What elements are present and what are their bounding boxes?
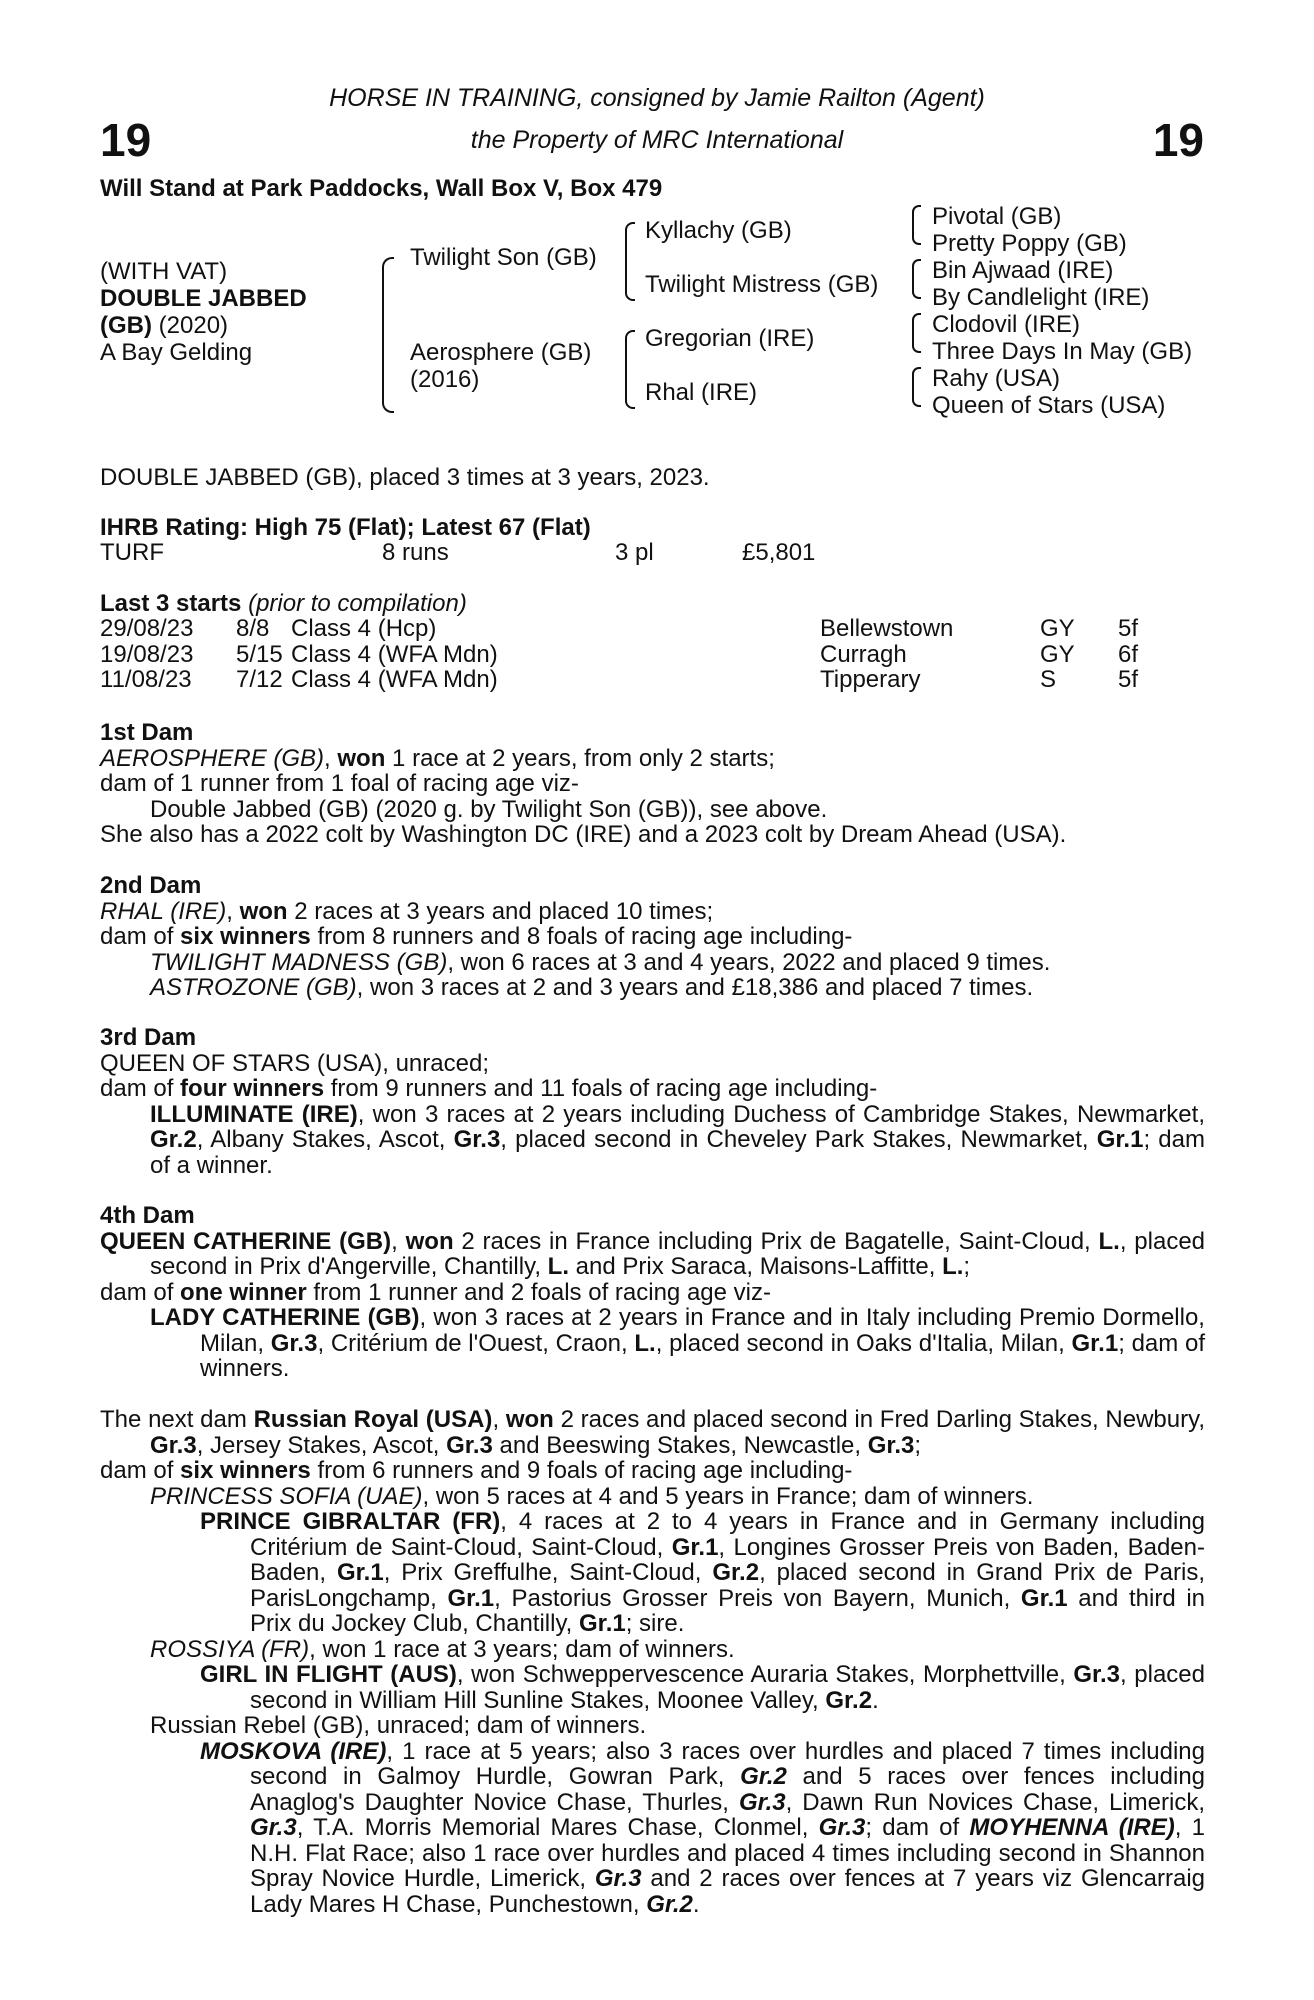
dd-sire: Rahy (USA)	[932, 365, 1061, 392]
last3-heading	[100, 591, 467, 617]
dam3-section	[100, 1025, 1205, 1178]
dam4-L3: L.	[942, 1253, 964, 1280]
race-summary: DOUBLE JABBED (GB), placed 3 times at 3 years, 2023.	[100, 464, 710, 491]
pg-g4: Gr.1	[447, 1584, 495, 1612]
next-e: from 6 runners and 9 foals of racing age including-	[310, 1457, 853, 1484]
dam4-L4: L.	[634, 1329, 656, 1357]
dam4-gr1: Gr.1	[1071, 1329, 1119, 1357]
dam4-L2: L.	[547, 1253, 569, 1280]
dam4-d: ;	[963, 1253, 971, 1280]
last3-title: Last 3 starts	[100, 590, 242, 617]
mos-g3: Gr.3	[250, 1814, 297, 1841]
start-distance: 5f	[1118, 615, 1139, 642]
dam4-b: , placed second in Prix d'Angerville, Chantilly,	[150, 1227, 1206, 1280]
pg-b: , Longines Grosser Preis von Baden, Baden-Baden,	[250, 1533, 1205, 1586]
pedigree-brace-sire	[625, 222, 635, 301]
dam3-winners: four winners	[180, 1075, 325, 1102]
next-rebel: Russian Rebel (GB), unraced; dam of winners.	[150, 1712, 647, 1739]
ds-sire: Clodovil (IRE)	[932, 311, 1081, 338]
next-dam-section	[100, 1407, 1205, 1917]
mos-c: , Dawn Run Novices Chase, Limerick,	[785, 1788, 1205, 1816]
vat-note: (WITH VAT)	[100, 258, 228, 285]
dam4-won: won	[405, 1227, 454, 1255]
rating-title: IHRB Rating: High 75 (Flat); Latest 67 (Flat)	[100, 514, 591, 541]
horse-name: DOUBLE JABBED	[100, 285, 307, 312]
next-prince-gibraltar	[100, 1509, 1205, 1637]
dam2-damof: dam of	[100, 923, 181, 950]
next-d: ;	[914, 1431, 922, 1459]
mos-d: , T.A. Morris Memorial Mares Chase, Clonmel,	[296, 1814, 819, 1841]
property-line: the Property of MRC International	[470, 126, 844, 154]
dam1-line4: She also has a 2022 colt by Washington DC (IRE) and a 2023 colt by Dream Ahead (USA).	[100, 821, 1067, 848]
dam2-p2-text: , won 3 races at 2 and 3 years and £18,386 and placed 7 times.	[356, 974, 1034, 1001]
gif-g1: Gr.3	[1073, 1661, 1121, 1688]
next-won: won	[505, 1406, 554, 1433]
dam3-p1-c: , placed second in Cheveley Park Stakes, Newmarket,	[500, 1126, 1097, 1153]
pg-e: , Pastorius Grosser Preis von Bayern, Munich,	[494, 1584, 1021, 1612]
dam1-text1: 1 race at 2 years, from only 2 starts;	[385, 744, 775, 772]
start-date: 11/08/23	[100, 666, 192, 693]
pg-g3: Gr.2	[712, 1559, 760, 1586]
dam4-p1-b: , Critérium de l'Ouest, Craon,	[317, 1329, 635, 1357]
next-g1: Gr.3	[150, 1431, 197, 1459]
dam2-won: won	[239, 897, 288, 925]
dam3-p1-b: , Albany Stakes, Ascot,	[196, 1126, 454, 1153]
stand-location: Will Stand at Park Paddocks, Wall Box V, Box 479	[100, 175, 663, 202]
pg-d: , placed second in Grand Prix de Paris, ParisLongchamp,	[250, 1559, 1206, 1612]
dam3-p1-a: , won 3 races at 2 years including Duchess of Cambridge Stakes, Newmarket,	[357, 1100, 1205, 1128]
rating-surface: TURF	[100, 539, 164, 566]
start-going: S	[1040, 666, 1057, 693]
next-moskova	[100, 1739, 1205, 1918]
mos-a: , 1 race at 5 years; also 3 races over hurdles and placed 7 times including second in Galmoy Hurdle, Gowran Park,	[250, 1737, 1206, 1790]
mos-name: MOSKOVA (IRE)	[200, 1737, 387, 1765]
dam1-title: 1st Dam	[100, 719, 194, 746]
mos-b: and 5 races over fences including Anaglog's Daughter Novice Chase, Thurles,	[250, 1763, 1206, 1816]
dam1-line2: dam of 1 runner from 1 foal of racing age viz-	[100, 770, 579, 797]
pg-name: PRINCE GIBRALTAR (FR)	[200, 1508, 501, 1535]
dam2-name: RHAL (IRE)	[100, 897, 227, 925]
ds-dam: Three Days In May (GB)	[932, 338, 1193, 365]
dam2-winners: six winners	[180, 923, 311, 950]
dam-dam: Rhal (IRE)	[645, 379, 758, 406]
dam3-title: 3rd Dam	[100, 1024, 197, 1051]
moy-a: , 1 N.H. Flat Race; also 1 race over hurdles and placed 4 times including second in Shannon Spray Novice Hurdle, Limerick,	[250, 1814, 1206, 1892]
horse-year: (2020)	[158, 312, 229, 339]
start-position: 5/15	[236, 640, 283, 668]
dam-year: (2016)	[410, 366, 480, 393]
next-g2: Gr.3	[446, 1431, 493, 1459]
next-lead: The next dam	[100, 1406, 254, 1433]
start-course: Tipperary	[820, 666, 921, 693]
dam2-text1: 2 races at 3 years and placed 10 times;	[287, 897, 714, 925]
pg-g: ; sire.	[625, 1610, 685, 1637]
start-going: GY	[1040, 615, 1075, 642]
start-course: Bellewstown	[820, 615, 954, 642]
start-course: Curragh	[820, 640, 907, 668]
next-name: Russian Royal (USA)	[253, 1406, 493, 1433]
next-winners: six winners	[180, 1457, 311, 1484]
gif-b: , placed second in William Hill Sunline Stakes, Moonee Valley,	[250, 1661, 1205, 1714]
gif-a: , won Schweppervescence Auraria Stakes, Morphettville,	[456, 1661, 1074, 1688]
mos-g1: Gr.2	[740, 1763, 787, 1790]
sire-sire: Kyllachy (GB)	[645, 217, 792, 244]
next-sofia-text: , won 5 races at 4 and 5 years in France; dam of winners.	[422, 1482, 1034, 1510]
dam-sire: Gregorian (IRE)	[645, 325, 815, 352]
dd-dam: Queen of Stars (USA)	[932, 392, 1166, 419]
dam3-gr3: Gr.3	[453, 1126, 501, 1153]
sire-dam: Twilight Mistress (GB)	[645, 271, 879, 298]
dam3-progeny1	[100, 1102, 1205, 1179]
dam4-gr3: Gr.3	[270, 1329, 318, 1357]
dam4-name: QUEEN CATHERINE (GB)	[100, 1227, 392, 1255]
next-rossiya	[100, 1637, 1205, 1663]
start-class: Class 4 (WFA Mdn)	[291, 640, 498, 668]
dam3-p1-d: ; dam of a winner.	[150, 1126, 1205, 1179]
pg-a: , 4 races at 2 to 4 years in France and in Germany including Critérium de Saint-Cloud, Saint-Cloud,	[250, 1508, 1206, 1561]
dam4-damof: dam of	[100, 1278, 181, 1306]
dam3-p1-name: ILLUMINATE (IRE)	[150, 1100, 358, 1128]
dam2-progeny1	[100, 950, 1205, 976]
dam2-progeny2	[100, 975, 1205, 1001]
moy-g1: Gr.3	[594, 1865, 642, 1892]
start-date: 29/08/23	[100, 615, 194, 642]
next-b: , Jersey Stakes, Ascot,	[196, 1431, 447, 1459]
dam4-progeny1	[100, 1305, 1205, 1382]
rating-runs: 8 runs	[382, 539, 449, 566]
pedigree-brace-main	[382, 257, 394, 413]
dam2-p1-name: TWILIGHT MADNESS (GB)	[150, 948, 448, 976]
next-girl-in-flight	[100, 1662, 1205, 1713]
start-distance: 5f	[1118, 666, 1139, 693]
moy-name: MOYHENNA (IRE)	[969, 1814, 1175, 1841]
dam1-name: AEROSPHERE (GB)	[100, 744, 325, 772]
next-g3: Gr.3	[867, 1431, 915, 1459]
dam4-L1: L.	[1098, 1227, 1120, 1255]
rating-earnings: £5,801	[742, 539, 816, 566]
moy-b: and 2 races over fences at 7 years viz Glencarraig Lady Mares H Chase, Punchestown,	[250, 1865, 1206, 1918]
dam4-line1: QUEEN CATHERINE (GB), won 2 races in France including Prix de Bagatelle, Saint-Cloud, L., placed second in Prix d'Angerville, Chantilly, L. and Prix Saraca, Maisons-Laffitte, L.;	[100, 1227, 1206, 1280]
rossiya-text: , won 1 race at 3 years; dam of winners.	[309, 1635, 735, 1663]
sire: Twilight Son (GB)	[410, 244, 597, 271]
brace-gen3-1	[912, 205, 921, 245]
next-c: and Beeswing Stakes, Newcastle,	[492, 1431, 868, 1459]
dam3-text2: from 9 runners and 11 foals of racing age including-	[324, 1075, 878, 1102]
dam3-line1: QUEEN OF STARS (USA), unraced;	[100, 1049, 489, 1077]
dam3-line2	[100, 1076, 1205, 1102]
next-line2	[100, 1458, 1205, 1484]
start-distance: 6f	[1118, 640, 1139, 668]
dam4-e: from 1 runner and 2 foals of racing age viz-	[306, 1278, 771, 1306]
next-a: 2 races and placed second in Fred Darling Stakes, Newbury,	[553, 1406, 1205, 1433]
moy-c: .	[692, 1890, 700, 1918]
pg-f: and third in Prix du Jockey Club, Chantilly,	[250, 1584, 1206, 1637]
moy-g2: Gr.2	[646, 1890, 693, 1918]
brace-gen3-4	[912, 367, 921, 407]
rossiya-name: ROSSIYA (FR)	[150, 1635, 310, 1663]
dam4-title: 4th Dam	[100, 1202, 195, 1229]
dam1-won: won	[337, 744, 386, 772]
lot-number-left: 19	[100, 114, 152, 166]
dam: Aerosphere (GB)	[410, 339, 592, 366]
dam3-gr2: Gr.2	[150, 1126, 197, 1153]
horse-country: (GB)	[100, 312, 152, 339]
start-position: 7/12	[236, 666, 283, 693]
pg-c: , Prix Greffulhe, Saint-Cloud,	[383, 1559, 713, 1586]
sd-dam: By Candlelight (IRE)	[932, 284, 1150, 311]
pedigree-brace-dam	[625, 330, 635, 409]
dam2-p1-text: , won 6 races at 3 and 4 years, 2022 and placed 9 times.	[447, 948, 1051, 976]
pg-g2: Gr.1	[336, 1559, 384, 1586]
next-line1: The next dam Russian Royal (USA), won 2 races and placed second in Fred Darling Stakes, Newbury, Gr.3, Jersey Stakes, Ascot, Gr.3 and Beeswing Stakes, Newcastle, Gr.3;	[100, 1406, 1205, 1459]
next-damof: dam of	[100, 1457, 181, 1484]
start-class: Class 4 (Hcp)	[291, 615, 437, 642]
dam4-p1-a: , won 3 races at 2 years in France and in Italy including Premio Dormello, Milan,	[200, 1304, 1205, 1357]
brace-gen3-2	[912, 259, 921, 299]
start-class: Class 4 (WFA Mdn)	[291, 666, 498, 693]
pg-g5: Gr.1	[1020, 1584, 1068, 1612]
dam4-winners: one winner	[180, 1278, 307, 1306]
pg-g1: Gr.1	[671, 1533, 719, 1561]
dam4-section	[100, 1203, 1205, 1382]
dam2-line2	[100, 924, 1205, 950]
brace-gen3-3	[912, 313, 921, 353]
dam4-c: and Prix Saraca, Maisons-Laffitte,	[568, 1253, 943, 1280]
start-date: 19/08/23	[100, 640, 194, 668]
next-sofia	[100, 1484, 1205, 1510]
dam3-damof: dam of	[100, 1075, 181, 1102]
dam2-p2-name: ASTROZONE (GB)	[150, 974, 357, 1001]
sd-sire: Bin Ajwaad (IRE)	[932, 257, 1114, 284]
dam2-line1: RHAL (IRE), won 2 races at 3 years and placed 10 times;	[100, 897, 714, 925]
next-sofia-name: PRINCESS SOFIA (UAE)	[150, 1482, 423, 1510]
lot-number-right: 19	[1152, 114, 1204, 166]
dam4-p1-c: , placed second in Oaks d'Italia, Milan,	[655, 1329, 1072, 1357]
mos-g4: Gr.3	[818, 1814, 866, 1841]
start-position: 8/8	[236, 615, 270, 642]
dam4-a: 2 races in France including Prix de Bagatelle, Saint-Cloud,	[453, 1227, 1099, 1255]
gif-c: .	[872, 1686, 879, 1714]
gif-g2: Gr.2	[825, 1686, 873, 1714]
consignor-line: HORSE IN TRAINING, consigned by Jamie Railton (Agent)	[329, 84, 985, 112]
dam2-section	[100, 873, 1205, 1001]
dam2-text2: from 8 runners and 8 foals of racing age including-	[310, 923, 853, 950]
dam1-line3: Double Jabbed (GB) (2020 g. by Twilight Son (GB)), see above.	[150, 795, 828, 823]
mos-e: ; dam of	[865, 1814, 970, 1841]
horse-country-year	[100, 313, 228, 339]
dam3-gr1: Gr.1	[1096, 1126, 1144, 1153]
gif-name: GIRL IN FLIGHT (AUS)	[200, 1661, 457, 1688]
dam2-title: 2nd Dam	[100, 872, 202, 899]
rating-placed: 3 pl	[615, 539, 654, 566]
dam4-p1-d: ; dam of winners.	[200, 1329, 1205, 1382]
mos-g2: Gr.3	[738, 1788, 786, 1816]
dam1-line1: AEROSPHERE (GB), won 1 race at 2 years, from only 2 starts;	[100, 744, 775, 772]
dam4-p1-name: LADY CATHERINE (GB)	[150, 1304, 420, 1331]
dam4-line2	[100, 1280, 1205, 1306]
ss-sire: Pivotal (GB)	[932, 203, 1062, 230]
start-going: GY	[1040, 640, 1075, 668]
pg-g6: Gr.1	[579, 1610, 626, 1637]
horse-description: A Bay Gelding	[100, 339, 253, 366]
dam1-section	[100, 720, 1205, 848]
last3-note: (prior to compilation)	[248, 590, 467, 617]
ss-dam: Pretty Poppy (GB)	[932, 230, 1127, 257]
